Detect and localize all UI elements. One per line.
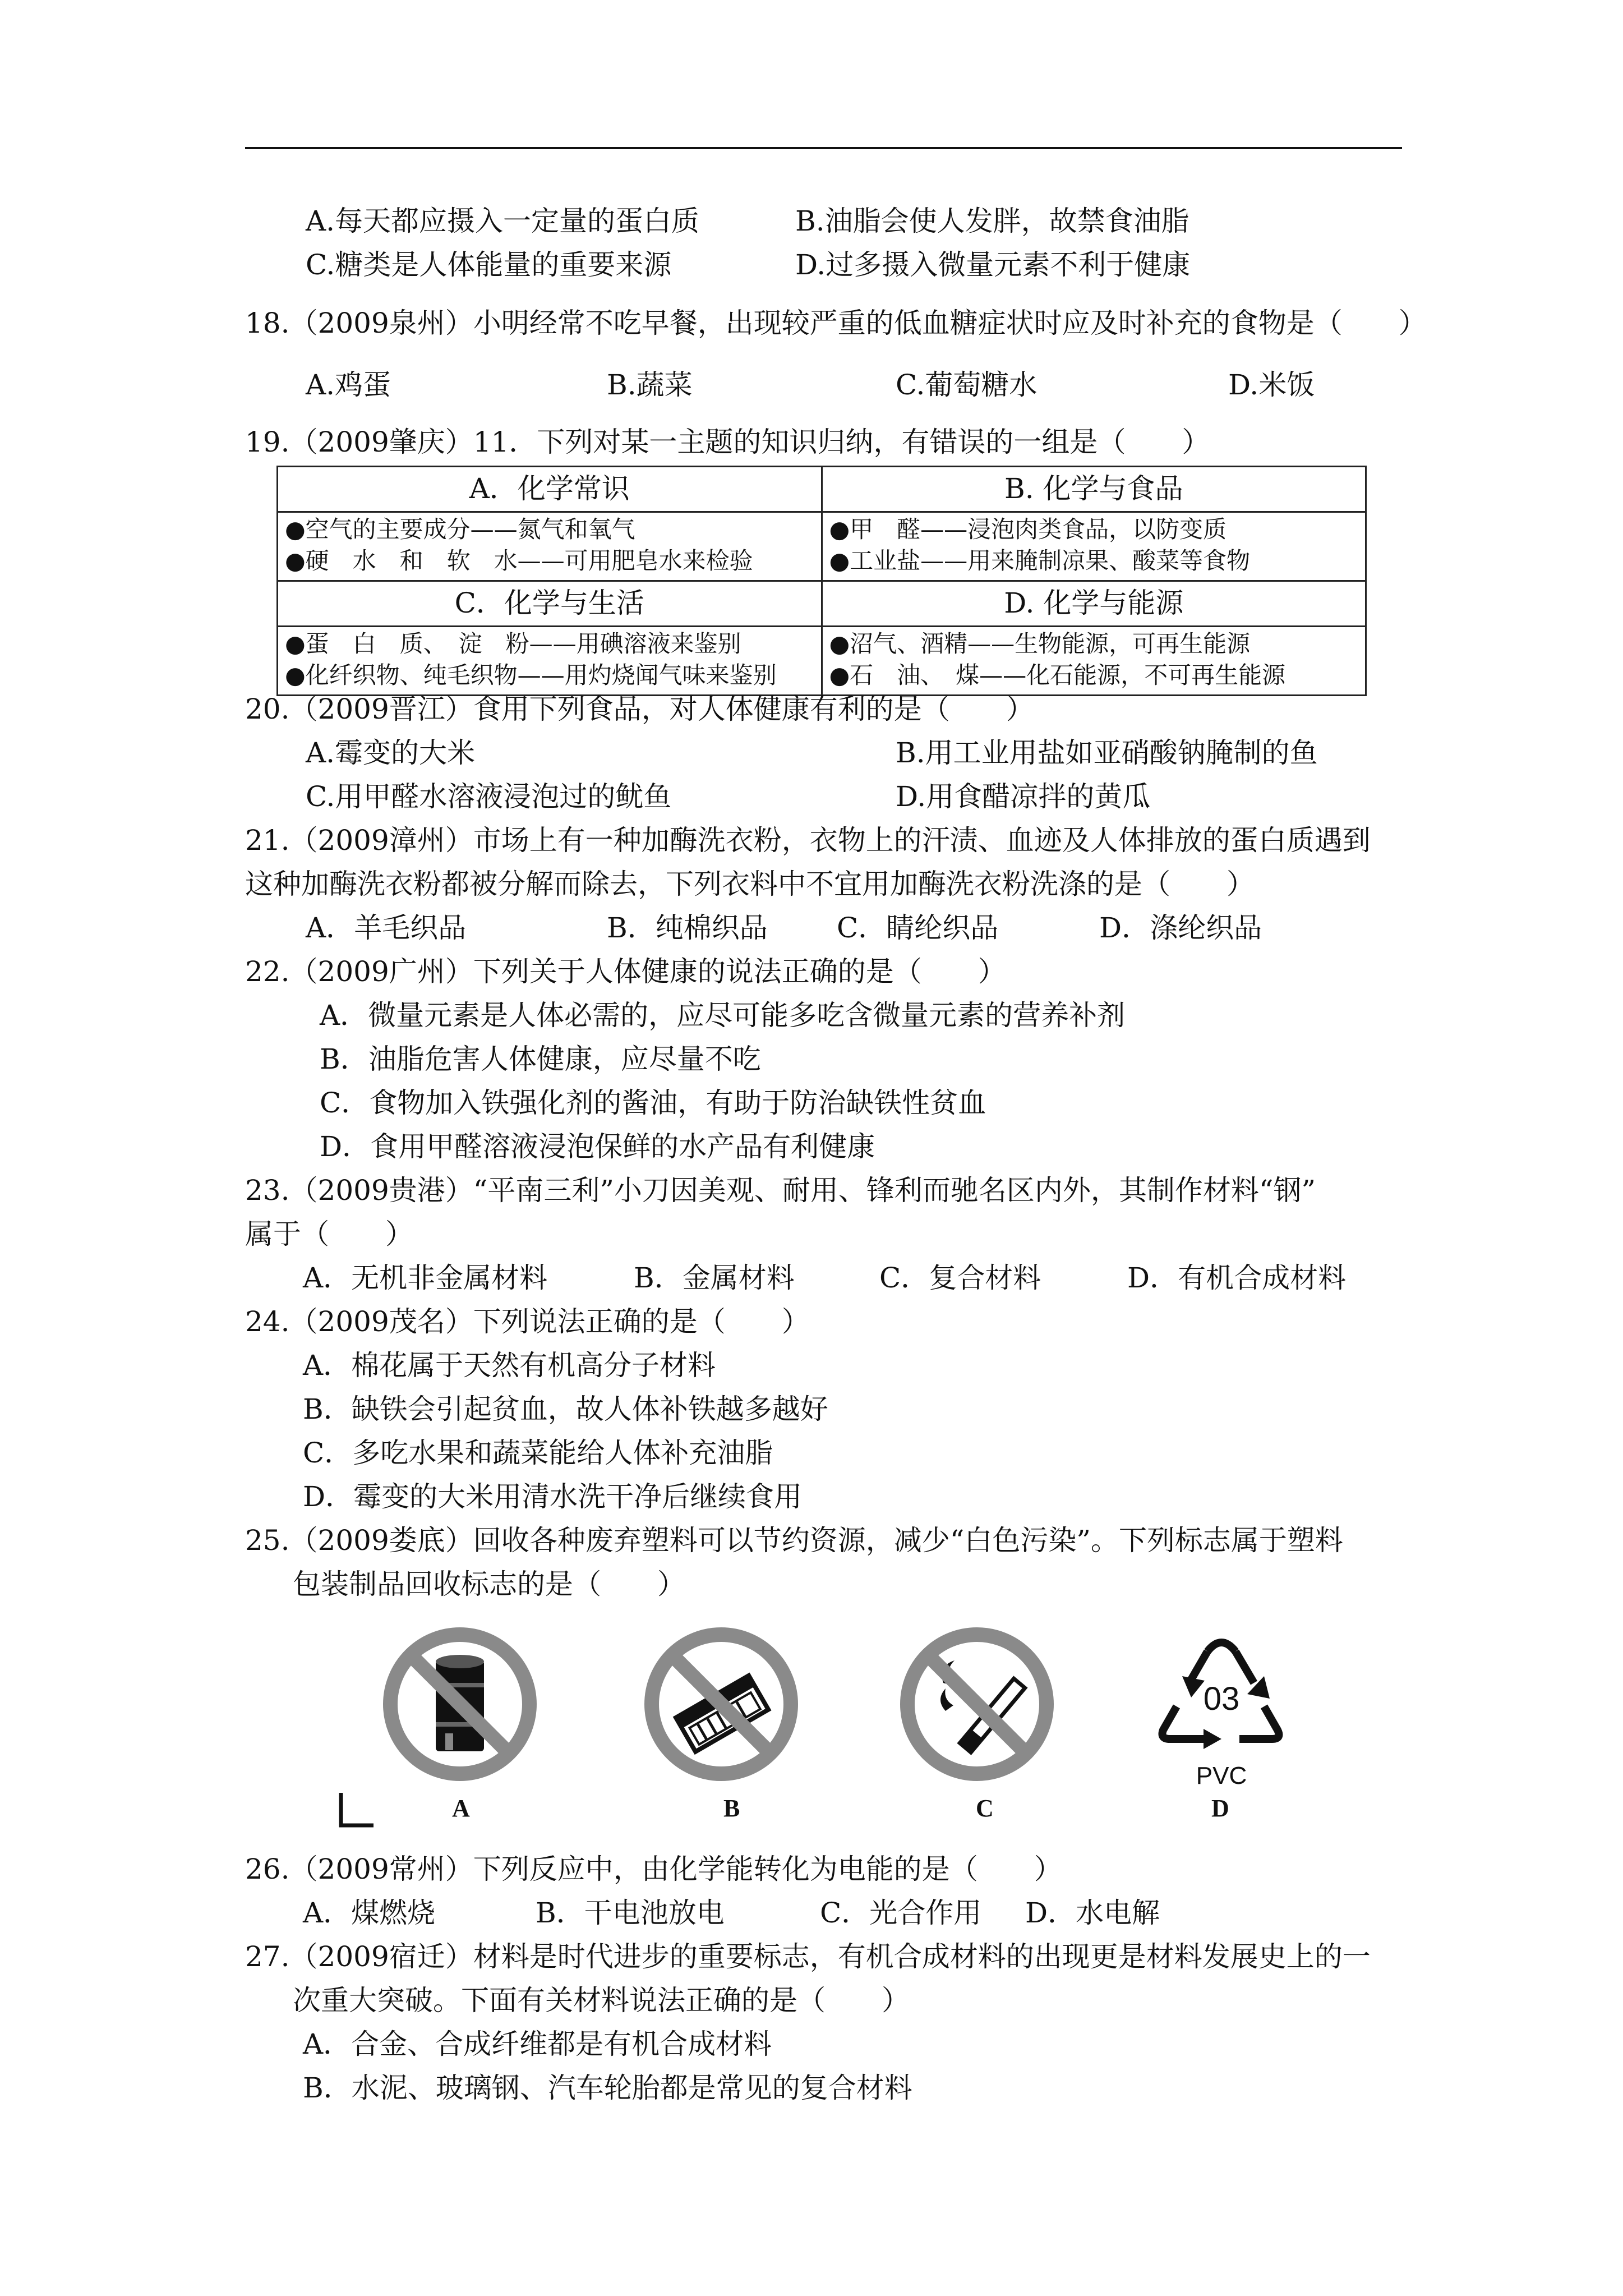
q27-stem-line2: 次重大突破。下面有关材料说法正确的是（ ）: [293, 1984, 910, 2017]
recycle-code: 03: [1203, 1681, 1240, 1717]
table-item: ●石 油、 煤——化石能源，不可再生能源: [829, 661, 1286, 689]
q24-stem: 24.（2009茂名）下列说法正确的是（ ）: [245, 1305, 810, 1338]
q17-option-c: C.糖类是人体能量的重要来源: [306, 249, 672, 281]
q20-option-b: B.用工业用盐如亚硝酸钠腌制的鱼: [896, 737, 1318, 769]
q20-option-c: C.用甲醛水溶液浸泡过的鱿鱼: [306, 780, 672, 813]
table-header-c: C．化学与生活: [278, 581, 822, 627]
q23-option-c: C．复合材料: [879, 1262, 1041, 1294]
q27-stem-line1: 27.（2009宿迁）材料是时代进步的重要标志，有机合成材料的出现更是材料发展史上的一: [245, 1940, 1371, 1973]
q18-option-a: A.鸡蛋: [306, 369, 391, 401]
q21-stem-line1: 21.（2009漳州）市场上有一种加酶洗衣粉，衣物上的汗渍、血迹及人体排放的蛋白质遇到: [245, 824, 1371, 857]
q22-option-a: A．微量元素是人体必需的，应尽可能多吃含微量元素的营养补剂: [320, 999, 1126, 1032]
q22-option-d: D．食用甲醛溶液浸泡保鲜的水产品有利健康: [320, 1130, 875, 1163]
table-header-b: B. 化学与食品: [822, 467, 1366, 512]
corner-mark: [336, 1791, 376, 1830]
q24-option-c: C．多吃水果和蔬菜能给人体补充油脂: [303, 1437, 773, 1469]
no-oil-drum-sign: [382, 1627, 537, 1782]
q27-option-a: A．合金、合成纤维都是有机合成材料: [303, 2028, 772, 2060]
q17-option-d: D.过多摄入微量元素不利于健康: [795, 249, 1191, 281]
q22-stem: 22.（2009广州）下列关于人体健康的说法正确的是（ ）: [245, 955, 1006, 988]
symbol-label-d: D: [1211, 1795, 1229, 1822]
table-item: ●化纤织物、纯毛织物——用灼烧闻气味来鉴别: [285, 661, 777, 689]
table-cell-d: [822, 627, 1366, 696]
q23-option-d: D．有机合成材料: [1127, 1262, 1347, 1294]
table-item: ●工业盐——用来腌制凉果、酸菜等食物: [829, 547, 1251, 574]
table-item: ●甲 醛——浸泡肉类食品，以防变质: [829, 516, 1227, 543]
q23-option-a: A．无机非金属材料: [303, 1262, 548, 1294]
q18-option-c: C.葡萄糖水: [896, 369, 1038, 401]
no-smoking-sign: [900, 1627, 1054, 1782]
q17-option-a: A.每天都应摄入一定量的蛋白质: [306, 205, 700, 237]
q25-stem-line1: 25.（2009娄底）回收各种废弃塑料可以节约资源，减少“白色污染”。下列标志属于塑料: [245, 1524, 1343, 1557]
q21-stem-line2: 这种加酶洗衣粉都被分解而除去，下列衣料中不宜用加酶洗衣粉洗涤的是（ ）: [245, 868, 1255, 900]
q23-stem-line1: 23.（2009贵港）“平南三利”小刀因美观、耐用、锋利而驰名区内外，其制作材料“钢”: [245, 1174, 1316, 1207]
q17-option-b: B.油脂会使人发胖，故禁食油脂: [795, 205, 1189, 237]
no-matches-sign: [644, 1627, 799, 1782]
pvc-recycle-icon: [1137, 1622, 1306, 1791]
knowledge-table: [276, 466, 1367, 696]
q26-option-c: C．光合作用: [820, 1897, 982, 1929]
q22-option-c: C．食物加入铁强化剂的酱油，有助于防治缺铁性贫血: [320, 1087, 986, 1119]
q18-option-d: D.米饭: [1228, 369, 1315, 401]
header-rule: [245, 147, 1402, 149]
table-item: ●蛋 白 质、 淀 粉——用碘溶液来鉴别: [285, 630, 741, 657]
q20-option-d: D.用食醋凉拌的黄瓜: [896, 780, 1151, 813]
q26-option-b: B．干电池放电: [536, 1897, 725, 1929]
q23-option-b: B．金属材料: [634, 1262, 795, 1294]
q24-option-a: A．棉花属于天然有机高分子材料: [303, 1349, 716, 1382]
symbol-label-b: B: [723, 1795, 740, 1822]
table-item: ●沼气、酒精——生物能源，可再生能源: [829, 630, 1251, 657]
q27-option-b: B．水泥、玻璃钢、汽车轮胎都是常见的复合材料: [303, 2072, 912, 2104]
table-header-d: D. 化学与能源: [822, 581, 1366, 627]
q21-option-d: D．涤纶织品: [1099, 912, 1262, 944]
table-cell-c: [278, 627, 822, 696]
q26-option-a: A．煤燃烧: [303, 1897, 436, 1929]
table-cell-a: [278, 512, 822, 581]
q19-stem: 19.（2009肇庆）11．下列对某一主题的知识归纳，有错误的一组是（ ）: [245, 426, 1210, 458]
table-header-a: A．化学常识: [278, 467, 822, 512]
q21-option-a: A．羊毛织品: [306, 912, 467, 944]
q20-stem: 20.（2009晋江）食用下列食品，对人体健康有利的是（ ）: [245, 693, 1034, 725]
table-item: ●空气的主要成分——氮气和氧气: [285, 516, 635, 543]
symbol-label-a: A: [452, 1795, 470, 1822]
table-cell-b: [822, 512, 1366, 581]
table-item: ●硬 水 和 软 水——可用肥皂水来检验: [285, 547, 753, 574]
q18-option-b: B.蔬菜: [607, 369, 693, 401]
q21-option-c: C．睛纶织品: [837, 912, 999, 944]
recycle-material: PVC: [1196, 1762, 1247, 1789]
q18-stem: 18.（2009泉州）小明经常不吃早餐，出现较严重的低血糖症状时应及时补充的食物是（ ）: [245, 307, 1427, 339]
q24-option-d: D．霉变的大米用清水洗干净后继续食用: [303, 1480, 803, 1513]
q26-stem: 26.（2009常州）下列反应中，由化学能转化为电能的是（ ）: [245, 1853, 1062, 1885]
q25-stem-line2: 包装制品回收标志的是（ ）: [293, 1568, 685, 1600]
q20-option-a: A.霉变的大米: [306, 737, 476, 769]
q26-option-d: D．水电解: [1025, 1897, 1160, 1929]
q24-option-b: B．缺铁会引起贫血，故人体补铁越多越好: [303, 1393, 828, 1425]
symbol-label-c: C: [976, 1795, 994, 1822]
q22-option-b: B．油脂危害人体健康，应尽量不吃: [320, 1043, 761, 1075]
q23-stem-line2: 属于（ ）: [245, 1218, 413, 1250]
q21-option-b: B．纯棉织品: [607, 912, 768, 944]
